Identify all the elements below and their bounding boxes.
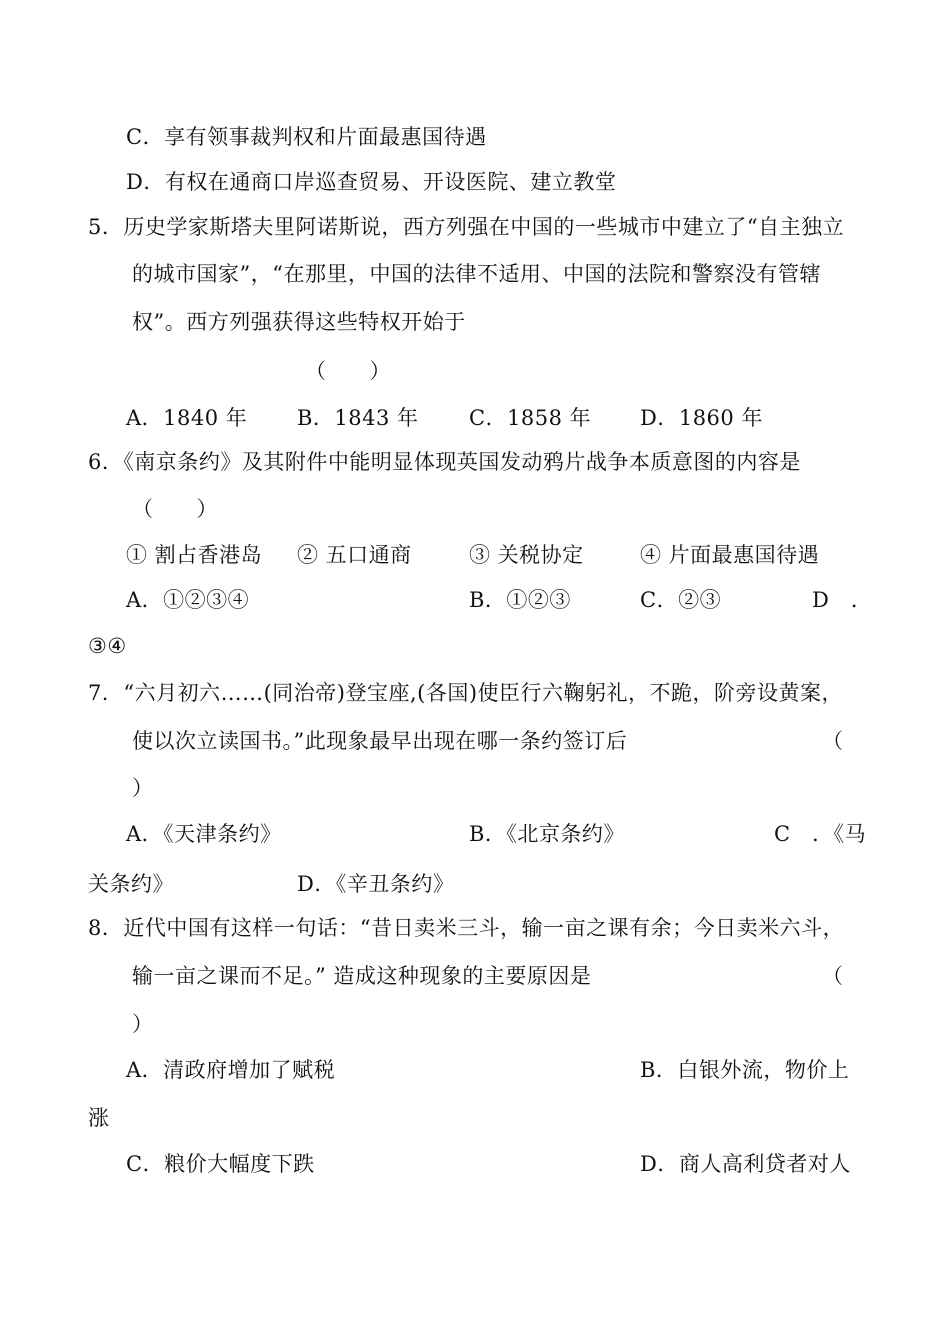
- q8-option-d: D．商人高利贷者对人: [640, 1152, 851, 1176]
- q5-stem-line2: 的城市国家”，“在那里，中国的法律不适用、中国的法院和警察没有管辖: [132, 262, 821, 286]
- q6-stem-line1: 6．《南京条约》及其附件中能明显体现英国发动鸦片战争本质意图的内容是: [88, 450, 801, 474]
- q6-option-a: A．①②③④: [126, 588, 250, 612]
- q6-item-3: ③ 关税协定: [469, 543, 584, 567]
- q6-option-d-label: D ．: [812, 588, 873, 612]
- q7-stem-line1: 7．“六月初六……(同治帝)登宝座,(各国)使臣行六鞠躬礼，不跪，阶旁设黄案，: [88, 681, 844, 705]
- q8-option-c: C．粮价大幅度下跌: [126, 1152, 315, 1176]
- q6-item-4: ④ 片面最惠国待遇: [640, 543, 820, 567]
- q5-option-d: D．1860 年: [640, 406, 763, 430]
- q5-answer-paren: （ ）: [305, 359, 391, 383]
- q8-paren-open: （: [822, 964, 844, 988]
- q5-option-c: C．1858 年: [469, 406, 592, 430]
- q6-item-2: ② 五口通商: [297, 543, 412, 567]
- q5-option-a: A．1840 年: [126, 406, 248, 430]
- q6-item-1: ① 割占香港岛: [126, 543, 263, 567]
- q7-option-c-start: C ．《马: [774, 822, 867, 846]
- q4-option-d: D．有权在通商口岸巡查贸易、开设医院、建立教堂: [126, 170, 617, 194]
- q6-option-c: C．②③: [640, 588, 722, 612]
- q7-stem-line2: 使以次立读国书。”此现象最早出现在哪一条约签订后: [132, 729, 628, 753]
- q7-option-a: A．《天津条约》: [126, 822, 282, 846]
- q6-option-b: B．①②③: [469, 588, 571, 612]
- q8-option-b-end: 涨: [88, 1106, 110, 1130]
- q8-option-b-start: B．白银外流，物价上: [640, 1058, 850, 1082]
- q7-option-d: D．《辛丑条约》: [297, 872, 455, 896]
- q5-stem-line3: 权”。西方列强获得这些特权开始于: [132, 310, 466, 334]
- q7-option-c-end: 关条约》: [88, 872, 174, 896]
- q8-stem-line1: 8．近代中国有这样一句话：“昔日卖米三斗，输一亩之课有余；今日卖米六斗，: [88, 916, 845, 940]
- q6-option-d-value: ③④: [88, 634, 127, 658]
- q4-option-c: C．享有领事裁判权和片面最惠国待遇: [126, 125, 487, 149]
- q8-option-a: A．清政府增加了赋税: [126, 1058, 336, 1082]
- q5-option-b: B．1843 年: [297, 406, 419, 430]
- q7-paren-open: （: [822, 729, 844, 753]
- q7-paren-close: ）: [132, 776, 154, 800]
- q8-stem-line2: 输一亩之课而不足。” 造成这种现象的主要原因是: [132, 964, 592, 988]
- q8-paren-close: ）: [132, 1012, 154, 1036]
- q6-answer-paren: （ ）: [132, 497, 218, 521]
- q5-stem-line1: 5．历史学家斯塔夫里阿诺斯说，西方列强在中国的一些城市中建立了“自主独立: [88, 215, 845, 239]
- q7-option-b: B．《北京条约》: [469, 822, 625, 846]
